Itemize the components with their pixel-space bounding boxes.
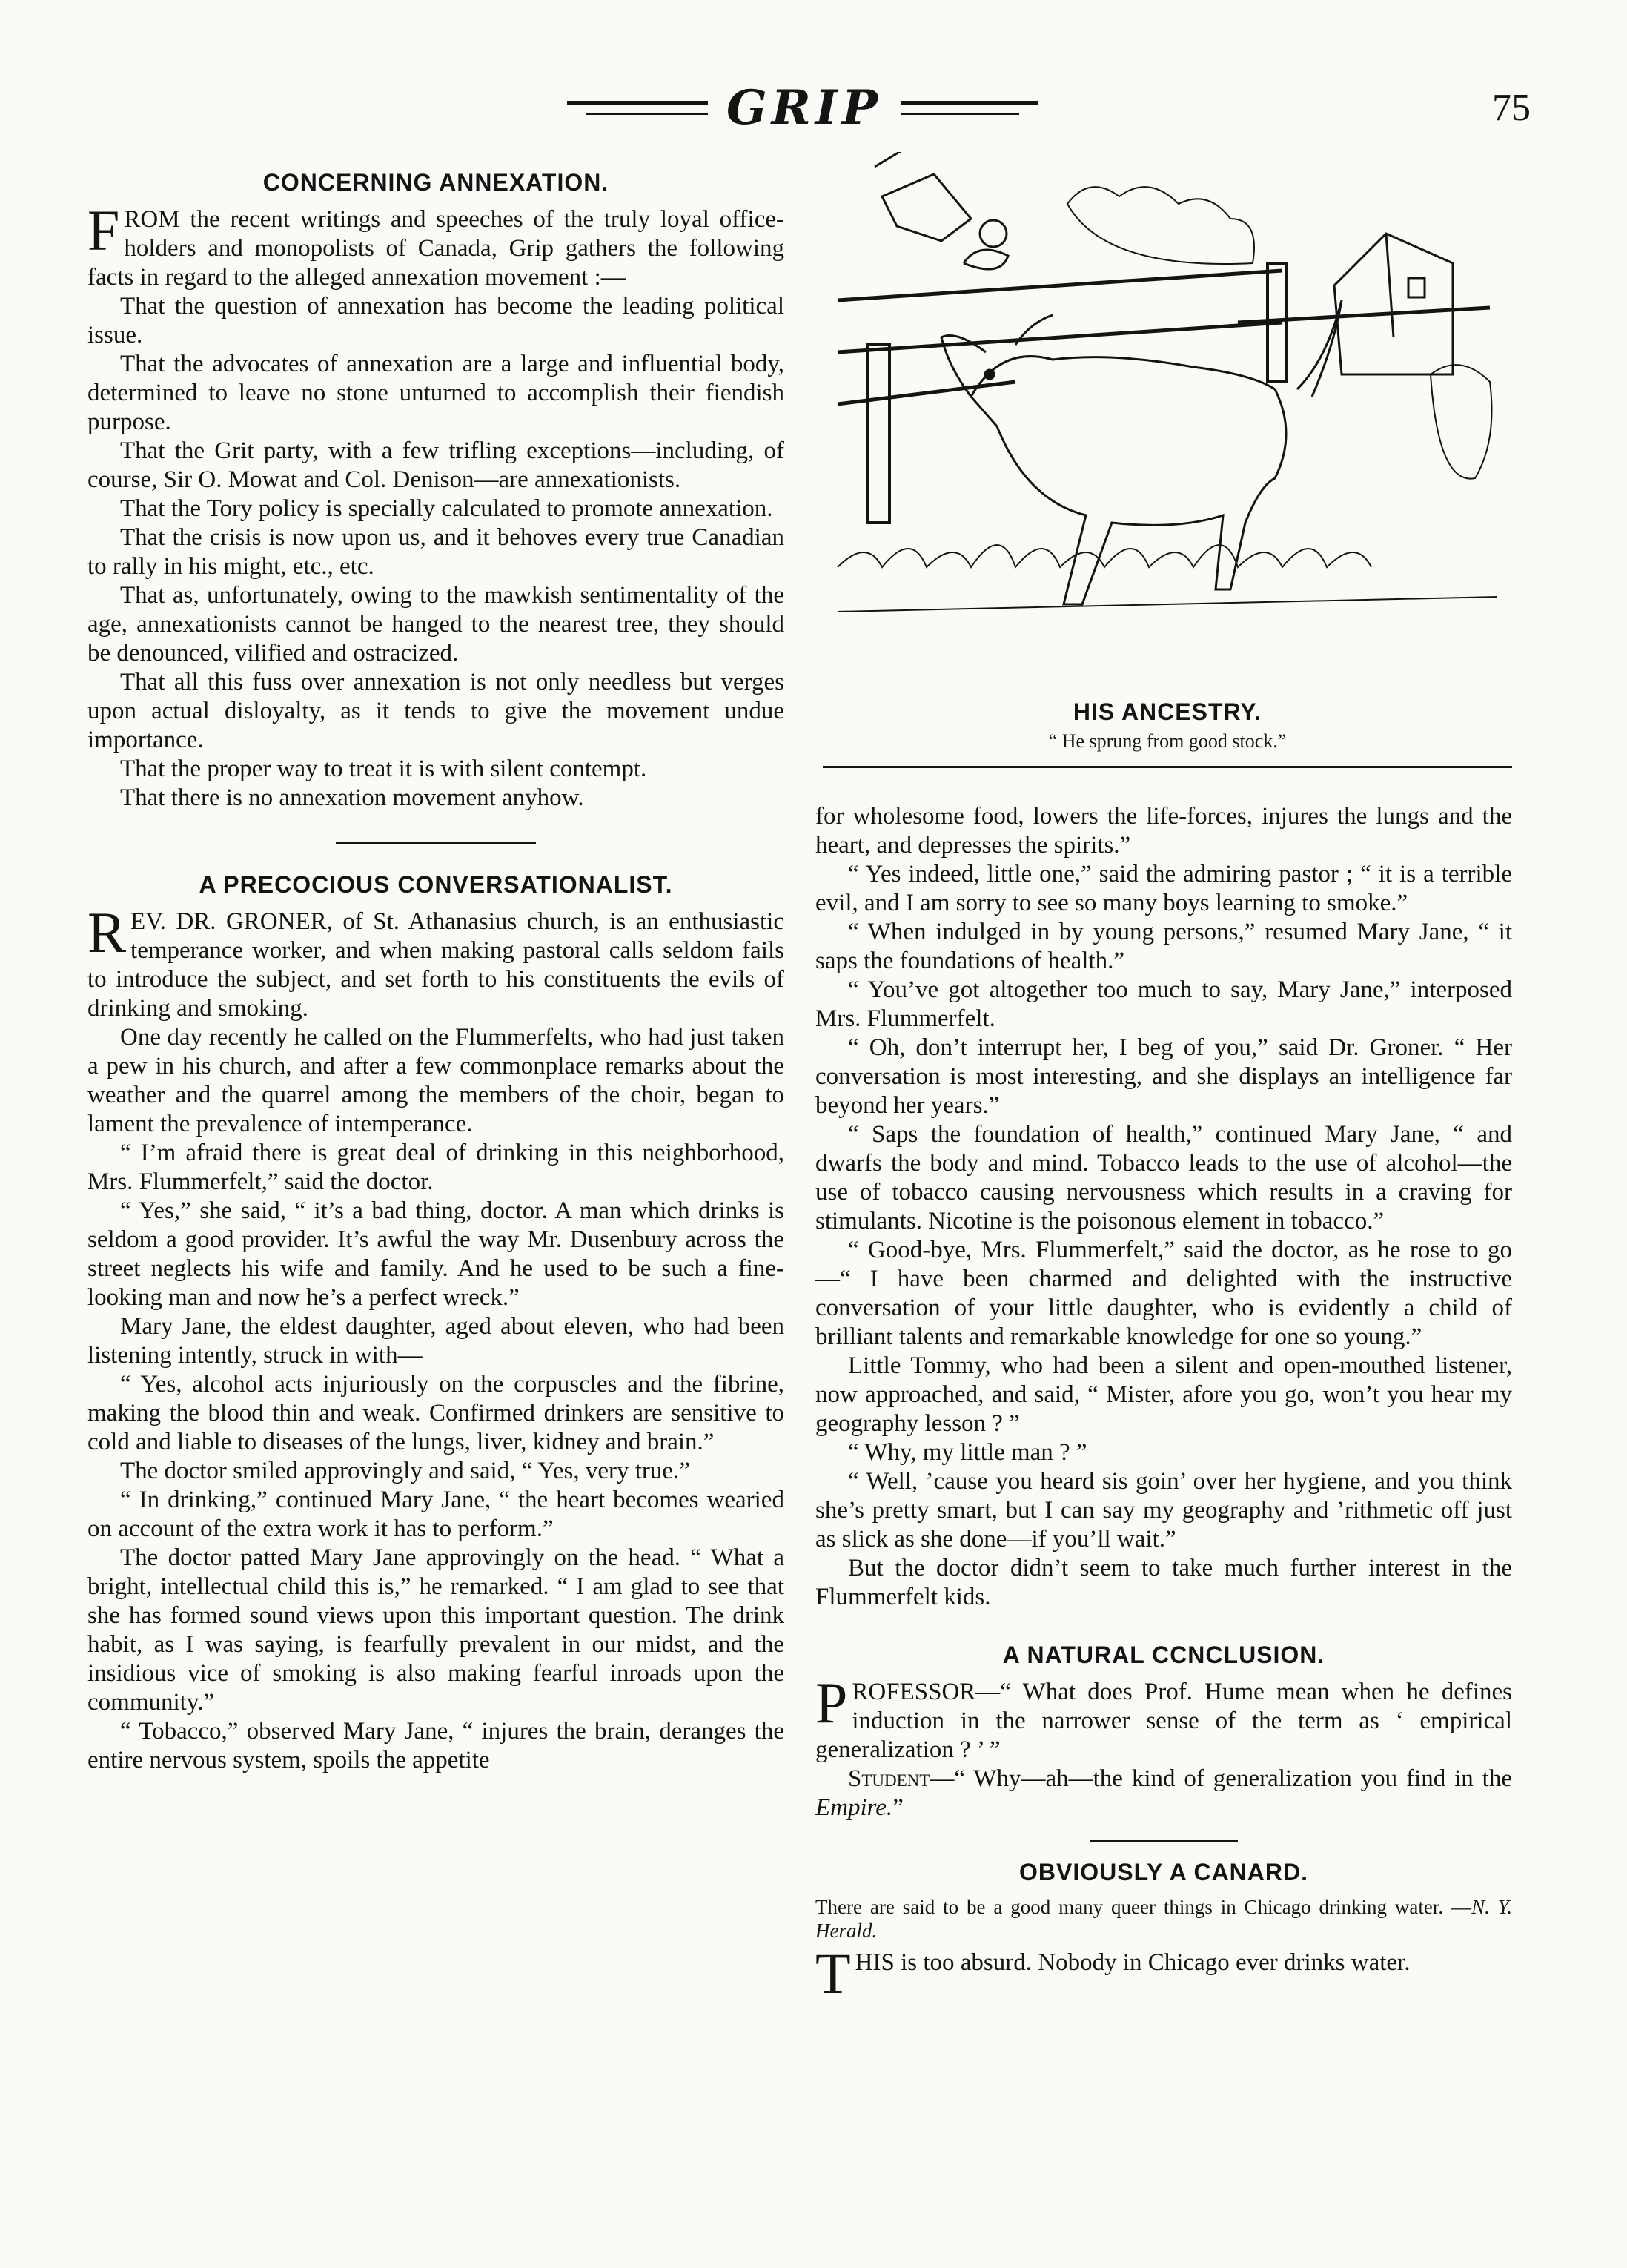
paragraph: That the question of annexation has become the leading political issue. [87, 293, 784, 348]
paragraph: “ In drinking,” continued Mary Jane, “ the heart becomes wearied on account of the extra work it has to perform.” [87, 1487, 784, 1542]
canard-heading: OBVIOUSLY A CANARD. [1018, 1859, 1308, 1885]
paragraph: FROM the recent writings and speeches of the truly loyal office-holders and monopolists of Canada, Grip gathers the following facts in regard to the alleged annexation movement :— [87, 198, 784, 291]
paragraph: The doctor smiled approvingly and said, “ Yes, very true.” [120, 1458, 690, 1484]
masthead [0, 80, 1627, 139]
dropcap: F [87, 198, 120, 262]
annexation-heading: CONCERNING ANNEXATION. [262, 169, 609, 196]
paragraph: “ Yes,” she said, “ it’s a bad thing, doctor. A man which drinks is seldom a good provider. It’s awful the way Mr. Dusenbury across the street neglects his wife and family. And he used to be such a fine-looking man and now he’s a perfect wreck.” [87, 1197, 784, 1311]
paragraph: That the advocates of annexation are a large and influential body, determined to leave no stone unturned to accomplish their fiendish purpose. [87, 351, 784, 435]
precocious-heading: A PRECOCIOUS CONVERSATIONALIST. [199, 871, 673, 898]
paragraph: But the doctor didn’t seem to take much further interest in the Flummerfelt kids. [815, 1555, 1512, 1610]
natural-heading: A NATURAL CCNCLUSION. [1002, 1642, 1325, 1668]
paragraph: “ When indulged in by young persons,” resumed Mary Jane, “ it saps the foundations of health.” [815, 919, 1512, 974]
paragraph: That the Tory policy is specially calculated to promote annexation. [120, 495, 773, 522]
annexation-body [87, 198, 784, 813]
paragraph: That the proper way to treat it is with silent contempt. [120, 756, 647, 782]
illustration-title: HIS ANCESTRY. [1073, 698, 1262, 725]
masthead-title: GRIP [726, 80, 882, 136]
canard-dropcap: T [815, 1941, 851, 2006]
paragraph: “ Why, my little man ? ” [848, 1439, 1087, 1466]
illustration-block [823, 152, 1512, 768]
canard-quote: There are said to be a good many queer things in Chicago drinking water. —N. Y. Herald. [815, 1896, 1513, 1942]
left-column [87, 169, 784, 1775]
paragraph: That the Grit party, with a few trifling exceptions—including, of course, Sir O. Mowat and Col. Denison—are annexationists. [87, 437, 784, 493]
precocious-body-right [815, 802, 1512, 1612]
paragraph: “ Well, ’cause you heard sis goin’ over her hygiene, and you think she’s pretty smart, but I can say my geography and ’rithmetic off just as slick as she done—if you’ll wait.” [815, 1468, 1512, 1553]
right-column [815, 802, 1513, 2006]
bull-tossing-man-illustration [823, 152, 1512, 686]
illustration-rule [823, 766, 1512, 768]
paragraph: “ Oh, don’t interrupt her, I beg of you,” said Dr. Groner. “ Her conversation is most interesting, and she displays an intelligence far beyond her years.” [815, 1034, 1512, 1119]
paragraph: That the crisis is now upon us, and it behoves every true Canadian to rally in his might, etc., etc. [87, 524, 784, 580]
paragraph: The doctor patted Mary Jane approvingly on the head. “ What a bright, intellectual child this is,” he remarked. “ I am glad to see that she has formed sound views upon this important question. The drink habit, as I was saying, is fearfully prevalent in our midst, and the insidious vice of smoking is also making fearful inroads upon the community.” [87, 1544, 784, 1716]
article-separator-short [1090, 1840, 1238, 1842]
article-separator [336, 842, 536, 844]
paragraph: That all this fuss over annexation is not only needless but verges upon actual disloyalty, as it tends to give the movement undue importance. [87, 669, 784, 753]
precocious-body-left [87, 900, 784, 1775]
dropcap: R [87, 900, 127, 965]
paragraph: “ You’ve got altogether too much to say, Mary Jane,” interposed Mrs. Flummerfelt. [815, 976, 1512, 1032]
paragraph: “ Good-bye, Mrs. Flummerfelt,” said the doctor, as he rose to go—“ I have been charmed and delighted with the instructive conversation of your little daughter, who is evidently a child of brilliant talents and remarkable knowledge for one so young.” [815, 1237, 1512, 1350]
paragraph: for wholesome food, lowers the life-forces, injures the lungs and the heart, and depresses the spirits.” [815, 803, 1512, 859]
paragraph: REV. DR. GRONER, of St. Athanasius church, is an enthusiastic temperance worker, and when making pastoral calls seldom fails to introduce the subject, and set forth to his constituents the evils of drinking and smoking. [87, 900, 784, 1022]
paragraph: That there is no annexation movement anyhow. [120, 784, 584, 811]
natural-paragraph-2: Student—“ Why—ah—the kind of generalization you find in the Empire.” [815, 1765, 1512, 1821]
paragraph: “ I’m afraid there is great deal of drinking in this neighborhood, Mrs. Flummerfelt,” said the doctor. [87, 1140, 784, 1195]
canard-paragraph: THIS is too absurd. Nobody in Chicago ever drinks water. [815, 1941, 1411, 2006]
masthead-rule-left [567, 101, 708, 105]
speaker-label: Student [848, 1765, 930, 1792]
paragraph: “ Yes indeed, little one,” said the admiring pastor ; “ it is a terrible evil, and I am sorry to see so many boys learning to smoke.” [815, 861, 1512, 916]
paragraph: Little Tommy, who had been a silent and open-mouthed listener, now approached, and said, “ Mister, afore you go, won’t you hear my geography lesson ? ” [815, 1352, 1512, 1437]
natural-paragraph-1: PROFESSOR—“ What does Prof. Hume mean when he defines induction in the narrower sense of the term as ‘ empirical generalization ? ’ ” [815, 1670, 1512, 1763]
masthead-rule-left-thin [586, 113, 708, 115]
masthead-rule-right [901, 101, 1038, 105]
illustration-caption: “ He sprung from good stock.” [1048, 730, 1287, 752]
natural-dropcap: P [815, 1670, 848, 1735]
paragraph: Mary Jane, the eldest daughter, aged about eleven, who had been listening intently, struck in with— [87, 1313, 784, 1369]
paragraph: That as, unfortunately, owing to the mawkish sentimentality of the age, annexationists cannot be hanged to the nearest tree, they should be denounced, vilified and ostracized. [87, 582, 784, 667]
paragraph: “ Saps the foundation of health,” continued Mary Jane, “ and dwarfs the body and mind. Tobacco leads to the use of alcohol—the use of tobacco causing nervousness which results in a craving for stimulants. Nicotine is the poisonous element in tobacco.” [815, 1121, 1512, 1234]
paragraph: One day recently he called on the Flummerfelts, who had just taken a pew in his church, and after a few commonplace remarks about the weather and the quarrel among the members of the choir, began to lament the prevalence of intemperance. [87, 1024, 784, 1137]
page-number: 75 [1492, 87, 1531, 129]
paragraph: “ Yes, alcohol acts injuriously on the corpuscles and the fibrine, making the blood thin and weak. Confirmed drinkers are sensitive to cold and liable to diseases of the lungs, liver, kidney and brain.” [87, 1371, 784, 1455]
paragraph: “ Tobacco,” observed Mary Jane, “ injures the brain, deranges the entire nervous system, spoils the appetite [87, 1718, 784, 1773]
masthead-rule-right-thin [901, 113, 1019, 115]
